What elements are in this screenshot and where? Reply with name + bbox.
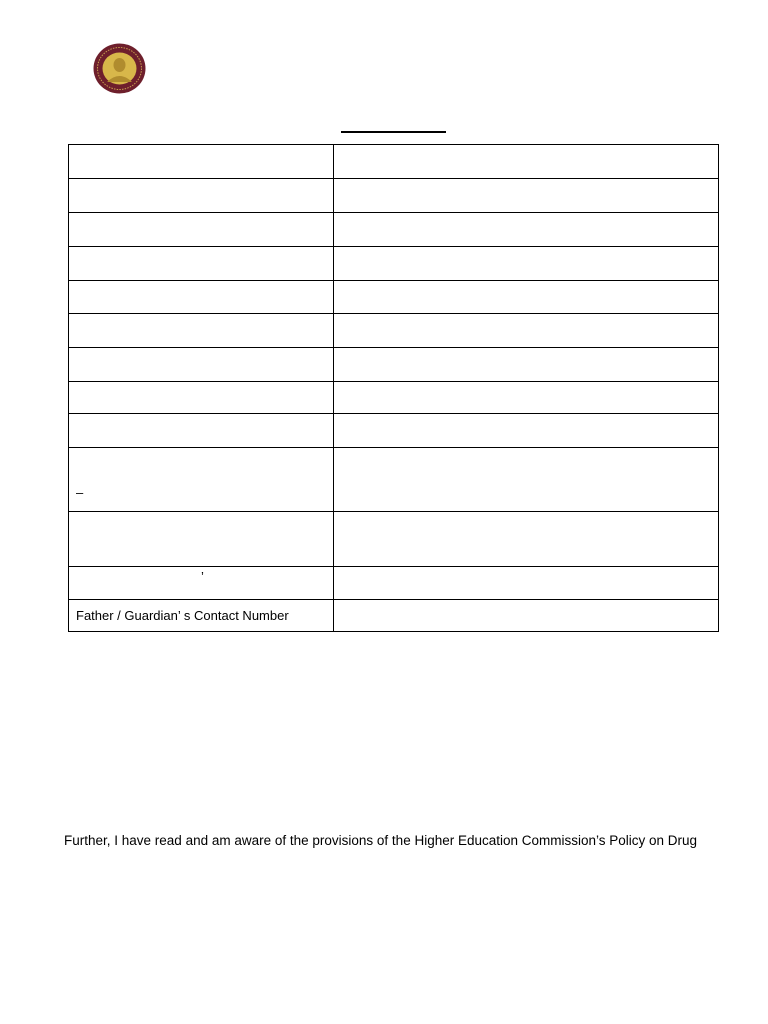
row-value-field[interactable] [334,247,719,281]
row-label [69,414,334,448]
row-label-text: ’ [201,568,204,584]
table-row [69,213,719,247]
row-label [69,145,334,179]
table-row [69,567,719,600]
row-value-field[interactable] [334,314,719,348]
row-label [69,213,334,247]
guardian-contact-field[interactable] [334,600,719,632]
table-row [69,145,719,179]
table-row [69,600,719,632]
row-value-field[interactable] [334,512,719,567]
row-value-field[interactable] [334,213,719,247]
row-label-text: – [76,485,84,500]
form-title-underline [341,131,446,133]
declaration-text: Further, I have read and am aware of the provisions of the Higher Education Commission’s Policy on Drug [64,833,698,848]
row-label [69,348,334,382]
row-label [69,247,334,281]
guardian-contact-label: Father / Guardian’ s Contact Number [69,600,334,632]
table-row [69,414,719,448]
row-label [69,382,334,414]
university-seal-logo [93,43,146,94]
row-value-field[interactable] [334,145,719,179]
row-value-field[interactable] [334,179,719,213]
table-row [69,281,719,314]
table-row [69,382,719,414]
row-label [69,281,334,314]
row-value-field[interactable] [334,414,719,448]
row-value-field[interactable] [334,382,719,414]
row-value-field[interactable] [334,281,719,314]
row-value-field[interactable] [334,348,719,382]
row-label [69,314,334,348]
row-label [69,567,334,600]
row-value-field[interactable] [334,448,719,512]
row-value-field[interactable] [334,567,719,600]
row-label [69,512,334,567]
table-row [69,314,719,348]
table-row [69,179,719,213]
row-label [69,448,334,512]
row-label [69,179,334,213]
table-row [69,348,719,382]
student-information-table [68,144,719,632]
table-row [69,247,719,281]
table-row [69,512,719,567]
table-row [69,448,719,512]
